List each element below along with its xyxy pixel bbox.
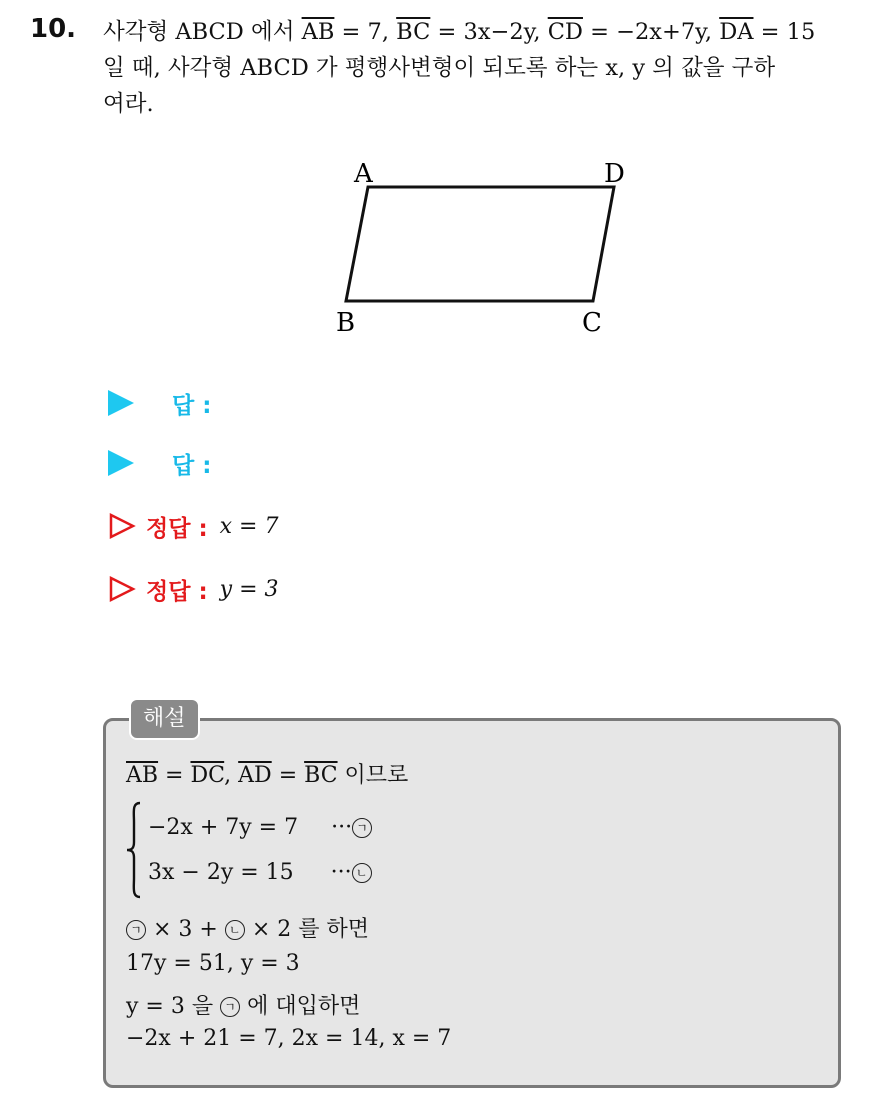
segment-ab: $\overline{AB}$ <box>126 763 159 788</box>
segment-ad: $\overline{AD}$ <box>238 763 272 788</box>
eq-da: = 15 <box>753 19 816 45</box>
step-1-part-a: × 3 + <box>146 917 225 942</box>
answer-row-1 <box>108 383 211 423</box>
eq-ab: = 7, <box>334 19 397 45</box>
filled-triangle-icon <box>108 450 134 476</box>
segment-da: $\overline{DA}$ <box>719 19 754 45</box>
equation-text: −2x + 7y = 7 <box>148 815 299 840</box>
equals: = <box>158 763 191 788</box>
question-line-3: 여라. <box>103 91 154 117</box>
correct-answer-row-2 <box>108 569 279 609</box>
circled-giyeok-icon: ㄱ <box>126 920 146 940</box>
system-equation-1 <box>148 815 372 840</box>
dots: ··· <box>331 815 353 840</box>
solution-step-2: 17y = 51, y = 3 <box>126 951 300 976</box>
correct-answer-value: y = 3 <box>219 576 279 602</box>
solution-tag: 해설 <box>129 698 200 740</box>
vertex-d-label: D <box>604 159 625 189</box>
step-1-part-b: × 2 를 하면 <box>244 917 370 942</box>
question-text <box>103 14 873 122</box>
correct-answer-row-1 <box>108 506 278 546</box>
segment-dc: $\overline{DC}$ <box>190 763 225 788</box>
separator: , <box>224 763 239 788</box>
segment-bc: $\overline{BC}$ <box>304 763 338 788</box>
eq-bc: = 3x−2y, <box>430 19 548 45</box>
step-3-part-b: 에 대입하면 <box>240 994 361 1019</box>
outline-triangle-icon <box>108 512 136 540</box>
question-line-1 <box>103 14 873 50</box>
answer-label: 답 : <box>172 452 212 479</box>
circled-giyeok-icon: ㄱ <box>352 818 372 838</box>
parallelogram-shape <box>346 187 614 301</box>
answer-row-2 <box>108 443 211 483</box>
eq-cd: = −2x+7y, <box>582 19 720 45</box>
vertex-c-label: C <box>582 308 602 338</box>
correct-answer-label: 정답 : <box>146 515 208 542</box>
segment-ab: $\overline{AB}$ <box>301 19 335 45</box>
step-3-part-a: y = 3 을 <box>126 994 221 1019</box>
circled-nieun-icon: ㄴ <box>352 863 372 883</box>
dots: ··· <box>330 860 352 885</box>
solution-line-1-tail: 이므로 <box>337 763 409 788</box>
vertex-a-label: A <box>354 159 373 189</box>
system-equation-2 <box>148 860 372 885</box>
segment-bc: $\overline{BC}$ <box>396 19 431 45</box>
answer-label: 답 : <box>172 392 212 419</box>
system-brace <box>124 800 144 900</box>
filled-triangle-icon <box>108 390 134 416</box>
parallelogram-figure <box>320 155 640 345</box>
segment-cd: $\overline{CD}$ <box>547 19 583 45</box>
solution-step-4: −2x + 21 = 7, 2x = 14, x = 7 <box>126 1026 452 1051</box>
vertex-b-label: B <box>336 308 356 338</box>
correct-answer-label: 정답 : <box>146 578 208 605</box>
circled-nieun-icon: ㄴ <box>225 920 245 940</box>
outline-triangle-icon <box>108 575 136 603</box>
correct-answer-value: x = 7 <box>219 513 279 539</box>
question-number: 10. <box>30 14 77 44</box>
solution-step-1 <box>126 912 369 943</box>
equation-text: 3x − 2y = 15 <box>148 860 294 885</box>
question-line-2: 일 때, 사각형 ABCD 가 평행사변형이 되도록 하는 x, y 의 값을 구하 <box>103 55 776 81</box>
question-prefix: 사각형 ABCD 에서 <box>103 19 302 45</box>
equals: = <box>271 763 305 788</box>
solution-line-1 <box>126 758 408 789</box>
circled-giyeok-icon: ㄱ <box>220 997 240 1017</box>
solution-step-3 <box>126 989 360 1020</box>
